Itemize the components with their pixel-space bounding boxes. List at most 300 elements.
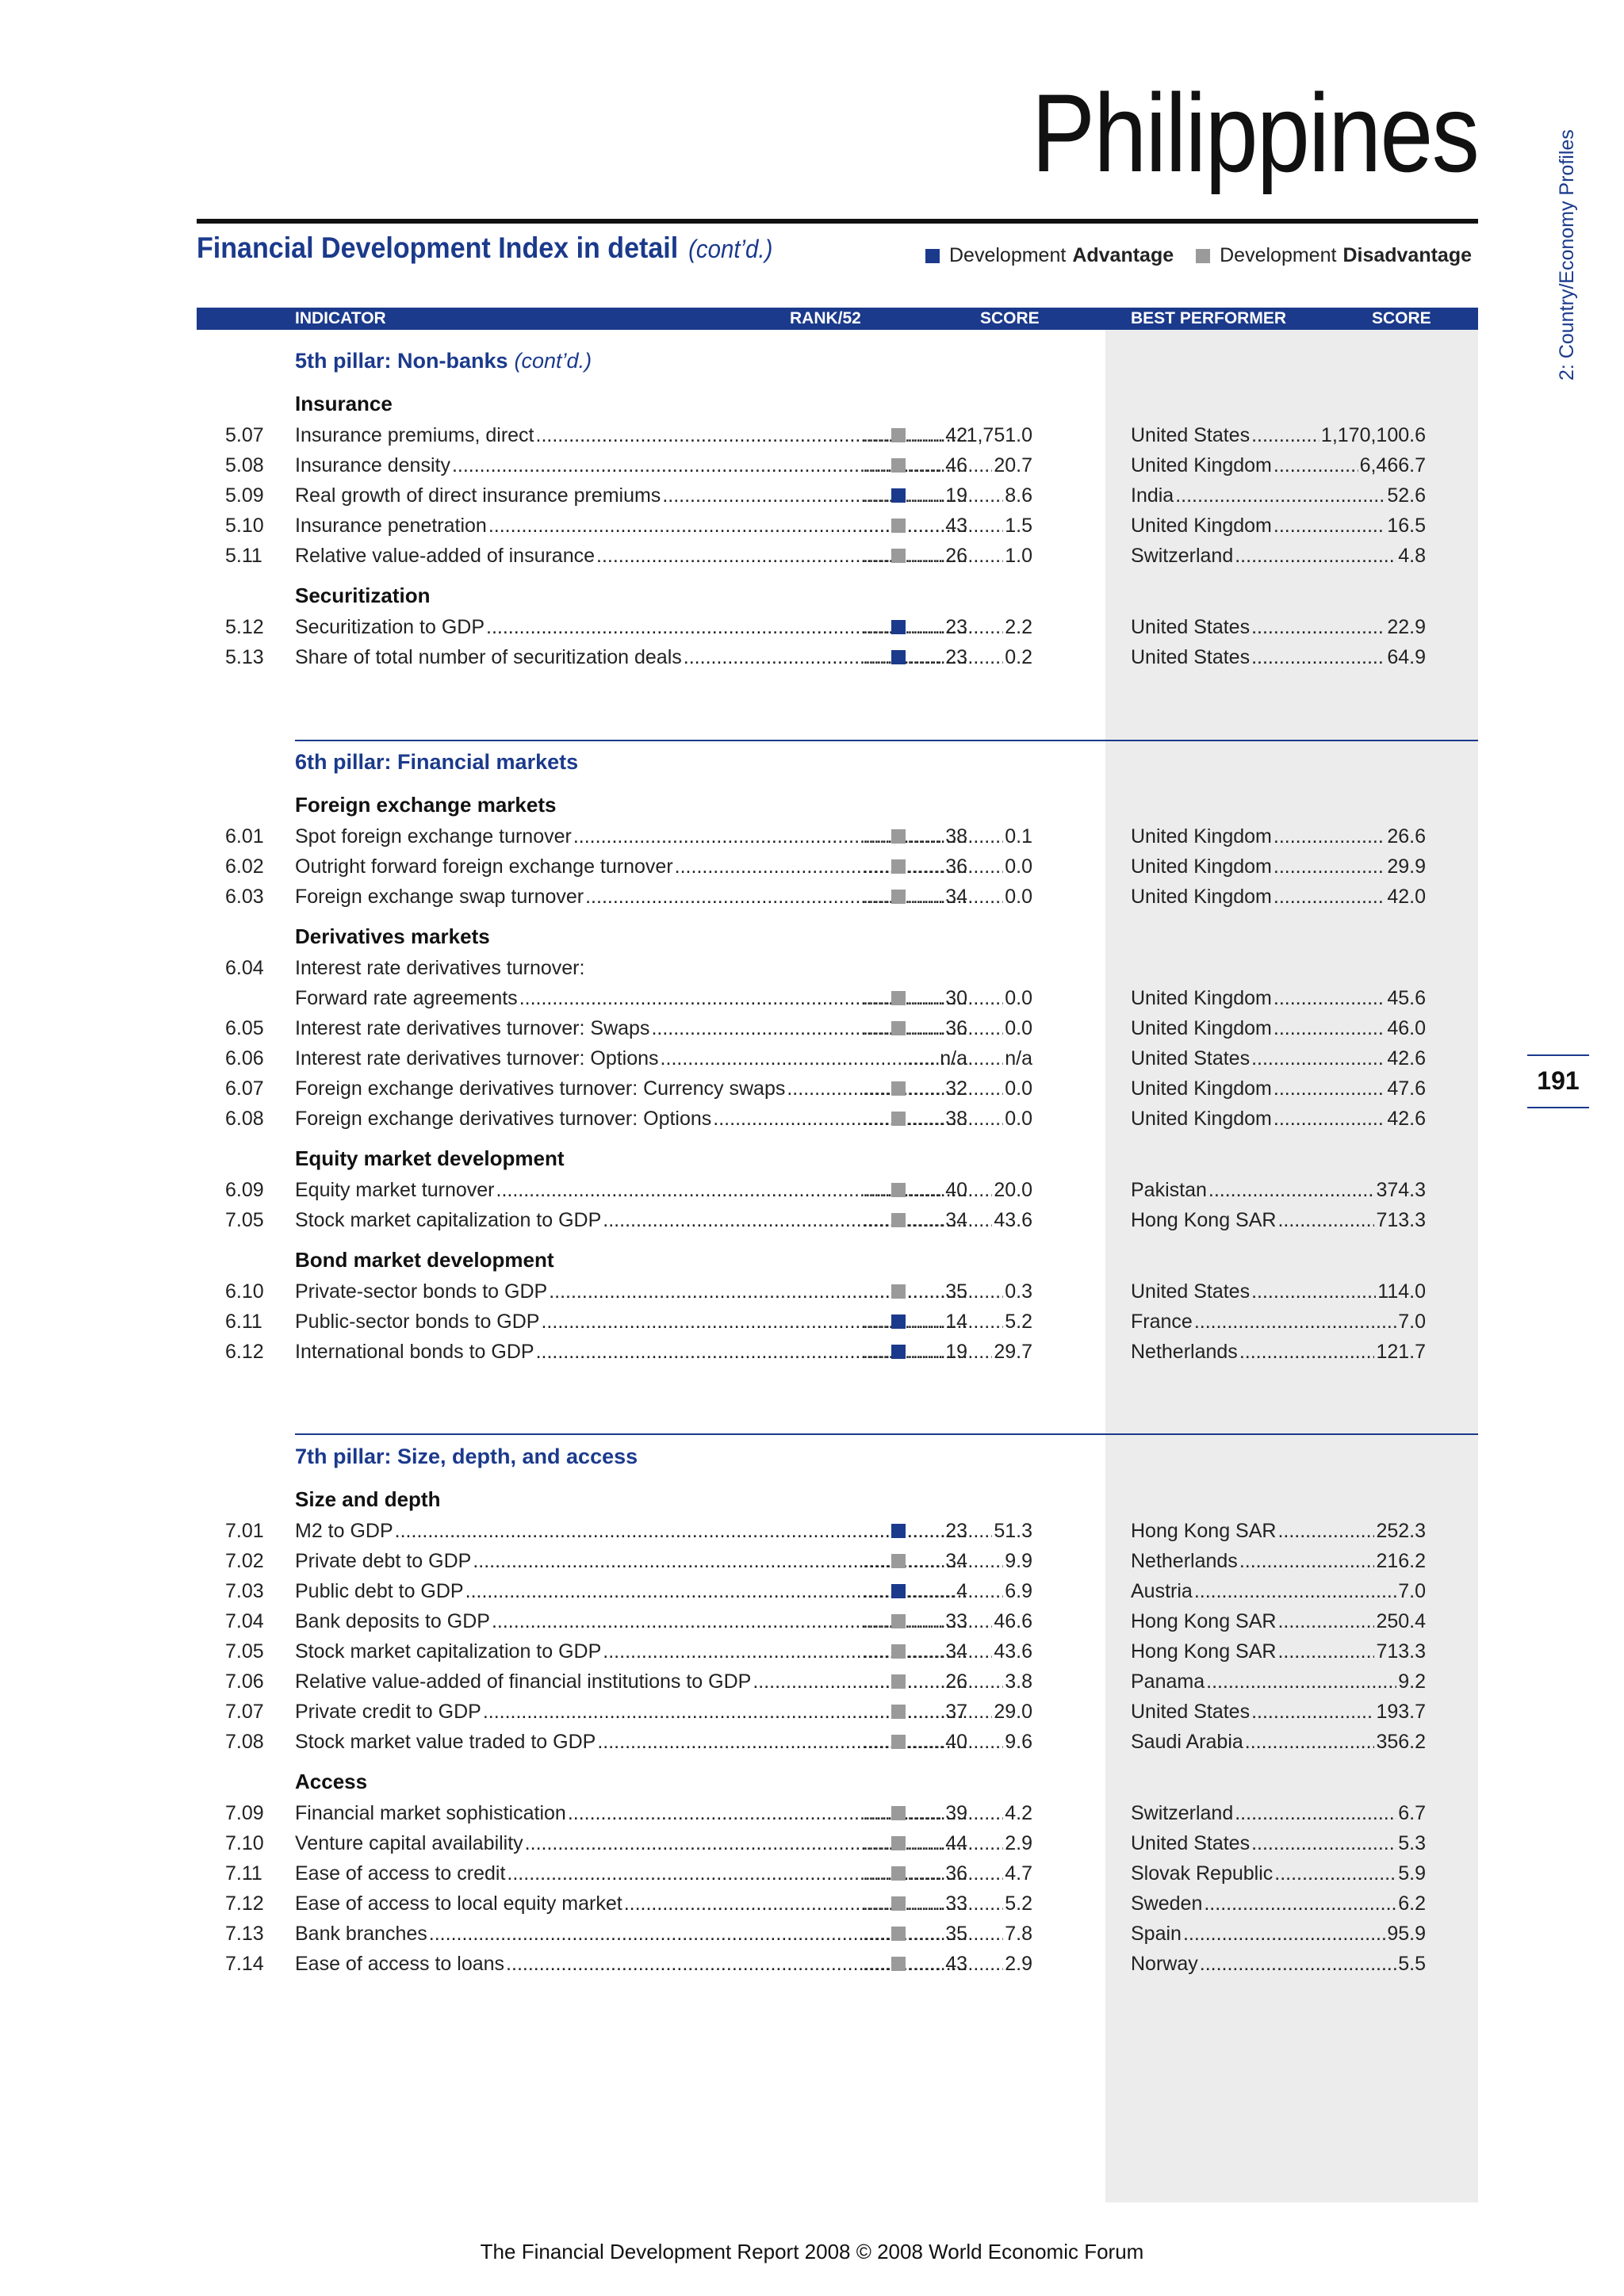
disadvantage-square-icon <box>891 1957 906 1971</box>
best-performer-name: United States <box>1131 1701 1251 1723</box>
indicator-label: Stock market capitalization to GDP <box>295 1636 603 1667</box>
leader-dots <box>1200 1949 1396 1979</box>
score-cell <box>907 882 1032 912</box>
leader-dots <box>1274 1104 1385 1134</box>
best-performer-name: Netherlands <box>1131 1550 1238 1572</box>
disadvantage-square-icon <box>891 1213 906 1227</box>
leader-dots <box>907 1636 992 1667</box>
indicator-rank: 36 <box>945 855 967 878</box>
leader-dots <box>907 1727 1003 1757</box>
score-cell <box>907 1949 1032 1979</box>
indicator-label: Relative value-added of financial institutions to GDP <box>295 1667 753 1697</box>
leader-dots <box>907 511 1003 541</box>
indicator-label: Foreign exchange derivatives turnover: Currency swaps <box>295 1073 787 1104</box>
best-performer-score: 16.5 <box>1387 515 1426 537</box>
best-performer-name: France <box>1131 1311 1193 1333</box>
leader-dots <box>863 1919 891 1949</box>
table-row <box>0 1828 1624 1858</box>
indicator-label: Interest rate derivatives turnover: <box>295 953 586 983</box>
table-row <box>0 1307 1624 1337</box>
indicator-code: 5.07 <box>225 424 264 446</box>
section-title-text: Financial Development Index in detail <box>197 232 679 264</box>
disadvantage-square-icon <box>891 549 906 563</box>
indicator-label: Private debt to GDP <box>295 1546 473 1576</box>
indicator-code: 7.05 <box>225 1640 264 1663</box>
table-row <box>0 1919 1624 1949</box>
indicator-score: 20.0 <box>994 1179 1032 1201</box>
leader-dots <box>907 1576 1003 1606</box>
best-performer-score: 64.9 <box>1387 646 1426 668</box>
table-row <box>0 450 1624 480</box>
best-performer-name: Netherlands <box>1131 1341 1238 1363</box>
indicator-rank: 38 <box>945 825 967 848</box>
score-cell <box>907 1828 1032 1858</box>
best-performer-name: United States <box>1131 1047 1251 1070</box>
best-performer-name: United States <box>1131 424 1251 446</box>
indicator-label: Private-sector bonds to GDP <box>295 1276 549 1307</box>
best-performer-score: 713.3 <box>1376 1640 1426 1663</box>
disadvantage-square-icon <box>891 1806 906 1820</box>
header-best-performer: BEST PERFORMER <box>1131 309 1287 327</box>
best-performer-cell <box>1131 612 1426 642</box>
leader-dots <box>863 1013 891 1043</box>
best-performer-score: 7.0 <box>1398 1580 1426 1602</box>
table-row <box>0 1576 1624 1606</box>
table-row <box>0 1667 1624 1697</box>
leader-dots <box>1277 1606 1374 1636</box>
disadvantage-square-icon <box>891 1614 906 1628</box>
best-performer-score: 5.5 <box>1398 1953 1426 1975</box>
best-performer-name: United States <box>1131 1832 1251 1854</box>
best-performer-cell <box>1131 480 1426 511</box>
best-performer-score: 250.4 <box>1376 1610 1426 1632</box>
indicator-label: Public-sector bonds to GDP <box>295 1307 541 1337</box>
best-performer-name: Pakistan <box>1131 1179 1207 1201</box>
indicator-label: Securitization to GDP <box>295 612 486 642</box>
best-performer-score: 252.3 <box>1376 1520 1426 1542</box>
score-cell <box>907 1043 1032 1073</box>
indicator-code: 7.02 <box>225 1550 264 1572</box>
country-title: Philippines <box>1031 71 1478 195</box>
best-performer-score: 7.0 <box>1398 1311 1426 1333</box>
best-performer-score: 6,466.7 <box>1359 454 1426 476</box>
leader-dots <box>863 420 891 450</box>
indicator-code: 5.09 <box>225 484 264 507</box>
table-row <box>0 1858 1624 1888</box>
leader-dots <box>1208 1175 1375 1205</box>
table-row <box>0 851 1624 882</box>
indicator-code: 7.13 <box>225 1923 264 1945</box>
leader-dots <box>907 821 1003 851</box>
leader-dots <box>1274 882 1385 912</box>
table-row <box>0 541 1624 571</box>
indicator-code: 7.03 <box>225 1580 264 1602</box>
header-indicator: INDICATOR <box>295 309 386 327</box>
leader-dots <box>863 1576 891 1606</box>
table-row <box>0 1798 1624 1828</box>
table-row <box>0 1276 1624 1307</box>
pillar-title-text: 6th pillar: Financial markets <box>295 750 579 774</box>
indicator-rank: 40 <box>945 1731 967 1753</box>
group-title: Access <box>295 1770 368 1793</box>
disadvantage-square-icon <box>891 1836 906 1850</box>
leader-dots <box>907 1073 1003 1104</box>
indicator-label: Forward rate agreements <box>295 983 519 1013</box>
best-performer-cell <box>1131 420 1426 450</box>
table-row <box>0 1888 1624 1919</box>
indicator-label: M2 to GDP <box>295 1516 395 1546</box>
indicator-score: 1.5 <box>1005 515 1032 537</box>
best-performer-name: United Kingdom <box>1131 454 1272 476</box>
leader-dots <box>1251 1276 1376 1307</box>
leader-dots <box>907 541 1003 571</box>
best-performer-name: Hong Kong SAR <box>1131 1640 1277 1663</box>
indicator-code: 5.12 <box>225 616 264 638</box>
leader-dots <box>907 1858 1003 1888</box>
pillar-separator <box>295 740 1478 741</box>
indicator-rank: 33 <box>945 1610 967 1632</box>
leader-dots <box>907 1205 992 1235</box>
indicator-score: 2.2 <box>1005 616 1032 638</box>
indicator-score: 1.0 <box>1005 545 1032 567</box>
best-performer-score: 193.7 <box>1376 1701 1426 1723</box>
leader-dots <box>1235 541 1396 571</box>
leader-dots <box>1239 1337 1375 1367</box>
disadvantage-square-icon <box>891 890 906 904</box>
indicator-score: 0.0 <box>1005 987 1032 1009</box>
score-cell <box>907 1516 1032 1546</box>
indicator-rank: 19 <box>945 484 967 507</box>
score-cell <box>907 541 1032 571</box>
leader-dots <box>863 1546 891 1576</box>
best-performer-name: United Kingdom <box>1131 886 1272 908</box>
indicator-score: 43.6 <box>994 1640 1032 1663</box>
indicator-rank: 35 <box>945 1280 967 1303</box>
leader-dots <box>863 642 891 672</box>
score-cell <box>907 420 1032 450</box>
indicator-label: Insurance penetration <box>295 511 488 541</box>
leader-dots <box>1183 1919 1385 1949</box>
leader-dots <box>863 1606 891 1636</box>
group-title: Securitization <box>295 584 431 607</box>
indicator-rank: 34 <box>945 886 967 908</box>
indicator-score: 0.0 <box>1005 886 1032 908</box>
indicator-rank: 34 <box>945 1640 967 1663</box>
indicator-label: Financial market sophistication <box>295 1798 568 1828</box>
indicator-label: Share of total number of securitization deals <box>295 642 684 672</box>
table-row <box>0 612 1624 642</box>
score-cell <box>907 450 1032 480</box>
score-cell <box>907 1104 1032 1134</box>
best-performer-cell <box>1131 1104 1426 1134</box>
indicator-code: 7.06 <box>225 1670 264 1693</box>
leader-dots <box>863 1697 891 1727</box>
indicator-code: 7.10 <box>225 1832 264 1854</box>
disadvantage-square-icon <box>891 458 906 473</box>
table-header <box>197 308 1478 330</box>
legend-advantage <box>925 244 1174 267</box>
best-performer-name: United States <box>1131 616 1251 638</box>
best-performer-name: United States <box>1131 1280 1251 1303</box>
best-performer-score: 216.2 <box>1376 1550 1426 1572</box>
leader-dots <box>1277 1516 1374 1546</box>
leader-dots <box>863 1175 891 1205</box>
header-best-score: SCORE <box>1372 309 1431 327</box>
legend-advantage-prefix: Development <box>949 244 1067 266</box>
leader-dots <box>395 1516 944 1546</box>
indicator-code: 6.06 <box>225 1047 264 1070</box>
pillar-title-contd: (cont’d.) <box>514 349 592 373</box>
best-performer-score: 22.9 <box>1387 616 1426 638</box>
title-rule <box>197 219 1478 224</box>
leader-dots <box>863 612 891 642</box>
best-performer-cell <box>1131 983 1426 1013</box>
indicator-rank: n/a <box>940 1047 967 1070</box>
best-performer-score: 42.6 <box>1387 1108 1426 1130</box>
disadvantage-square-icon <box>891 1896 906 1911</box>
group-title: Derivatives markets <box>295 924 490 948</box>
indicator-rank: 19 <box>945 1341 967 1363</box>
leader-dots <box>863 851 891 882</box>
best-performer-score: 46.0 <box>1387 1017 1426 1039</box>
best-performer-score: 42.0 <box>1387 886 1426 908</box>
best-performer-cell <box>1131 450 1426 480</box>
leader-dots <box>863 1888 891 1919</box>
table-row <box>0 1546 1624 1576</box>
indicator-code: 7.14 <box>225 1953 264 1975</box>
leader-dots <box>907 1888 1003 1919</box>
indicator-score: 51.3 <box>994 1520 1032 1542</box>
best-performer-score: 9.2 <box>1398 1670 1426 1693</box>
leader-dots <box>907 1828 1003 1858</box>
indicator-rank: 43 <box>945 515 967 537</box>
indicator-code: 6.04 <box>225 957 264 979</box>
indicator-score: 0.0 <box>1005 1017 1032 1039</box>
best-performer-name: Panama <box>1131 1670 1205 1693</box>
indicator-score: 43.6 <box>994 1209 1032 1231</box>
leader-dots <box>907 1276 1003 1307</box>
best-performer-score: 713.3 <box>1376 1209 1426 1231</box>
indicator-cell <box>295 1043 967 1073</box>
leader-dots <box>1194 1576 1396 1606</box>
legend-disadvantage <box>1196 244 1472 267</box>
leader-dots <box>1251 420 1320 450</box>
best-performer-cell <box>1131 1546 1426 1576</box>
indicator-score: 0.3 <box>1005 1280 1032 1303</box>
leader-dots <box>907 1175 992 1205</box>
section-title <box>197 232 772 265</box>
best-performer-name: United Kingdom <box>1131 1077 1272 1100</box>
leader-dots <box>863 541 891 571</box>
best-performer-cell <box>1131 821 1426 851</box>
leader-dots <box>1274 851 1385 882</box>
group-title: Bond market development <box>295 1248 554 1272</box>
table-row <box>0 511 1624 541</box>
indicator-rank: 26 <box>945 1670 967 1693</box>
indicator-rank: 34 <box>945 1209 967 1231</box>
indicator-label: Real growth of direct insurance premiums <box>295 480 662 511</box>
leader-dots <box>863 1307 891 1337</box>
indicator-rank: 26 <box>945 545 967 567</box>
indicator-label: Foreign exchange swap turnover <box>295 882 585 912</box>
leader-dots <box>1274 1073 1385 1104</box>
leader-dots <box>1251 1043 1385 1073</box>
best-performer-cell <box>1131 1919 1426 1949</box>
leader-dots <box>907 983 1003 1013</box>
score-cell <box>907 983 1032 1013</box>
indicator-rank: 40 <box>945 1179 967 1201</box>
leader-dots <box>1274 1858 1396 1888</box>
indicator-code: 7.04 <box>225 1610 264 1632</box>
indicator-code: 6.07 <box>225 1077 264 1100</box>
best-performer-cell <box>1131 511 1426 541</box>
best-performer-score: 52.6 <box>1387 484 1426 507</box>
leader-dots <box>863 1073 891 1104</box>
score-cell <box>907 1546 1032 1576</box>
indicator-label: Insurance density <box>295 450 452 480</box>
leader-dots <box>863 1667 891 1697</box>
best-performer-cell <box>1131 1073 1426 1104</box>
best-performer-name: Hong Kong SAR <box>1131 1520 1277 1542</box>
best-performer-cell <box>1131 1516 1426 1546</box>
indicator-label: Relative value-added of insurance <box>295 541 596 571</box>
table-row <box>0 1205 1624 1235</box>
best-performer-name: Switzerland <box>1131 1802 1234 1824</box>
indicator-code: 5.11 <box>225 545 262 567</box>
best-performer-name: Switzerland <box>1131 545 1234 567</box>
best-performer-score: 45.6 <box>1387 987 1426 1009</box>
score-cell <box>907 821 1032 851</box>
score-cell <box>907 1888 1032 1919</box>
score-cell <box>907 1175 1032 1205</box>
indicator-label: Ease of access to loans <box>295 1949 506 1979</box>
best-performer-name: Spain <box>1131 1923 1182 1945</box>
pillar-separator <box>295 1433 1478 1435</box>
advantage-square-icon <box>891 1345 906 1359</box>
score-cell <box>907 1697 1032 1727</box>
leader-dots <box>907 1307 1003 1337</box>
table-row <box>0 1073 1624 1104</box>
indicator-label: Public debt to GDP <box>295 1576 465 1606</box>
leader-dots <box>863 983 891 1013</box>
indicator-score: n/a <box>1005 1047 1032 1070</box>
disadvantage-square-icon <box>891 859 906 874</box>
indicator-code: 6.09 <box>225 1179 264 1201</box>
indicator-code: 5.13 <box>225 646 264 668</box>
leader-dots <box>863 1798 891 1828</box>
score-cell <box>907 1276 1032 1307</box>
best-performer-cell <box>1131 1307 1426 1337</box>
leader-dots <box>1204 1888 1396 1919</box>
best-performer-cell <box>1131 541 1426 571</box>
indicator-rank: 38 <box>945 1108 967 1130</box>
best-performer-name: Saudi Arabia <box>1131 1731 1243 1753</box>
table-row <box>0 953 1624 983</box>
legend <box>925 244 1472 267</box>
indicator-code: 6.11 <box>225 1311 262 1333</box>
disadvantage-square-icon <box>891 519 906 533</box>
advantage-square-icon <box>891 1314 906 1329</box>
disadvantage-square-icon <box>891 1284 906 1299</box>
best-performer-name: Slovak Republic <box>1131 1862 1274 1885</box>
indicator-code: 7.07 <box>225 1701 264 1723</box>
indicator-score: 4.2 <box>1005 1802 1032 1824</box>
best-performer-score: 356.2 <box>1376 1731 1426 1753</box>
table-row <box>0 1697 1624 1727</box>
best-performer-cell <box>1131 642 1426 672</box>
table-row <box>0 420 1624 450</box>
disadvantage-square-icon <box>891 1021 906 1035</box>
leader-dots <box>1277 1205 1374 1235</box>
best-performer-name: United States <box>1131 646 1251 668</box>
indicator-label: International bonds to GDP <box>295 1337 536 1367</box>
table-row <box>0 1636 1624 1667</box>
leader-dots <box>907 642 1003 672</box>
best-performer-score: 1,170,100.6 <box>1320 424 1426 446</box>
best-performer-score: 26.6 <box>1387 825 1426 848</box>
indicator-code: 5.08 <box>225 454 264 476</box>
header-score: SCORE <box>980 309 1040 327</box>
leader-dots <box>907 1697 992 1727</box>
disadvantage-square-icon <box>891 1183 906 1197</box>
leader-dots <box>1251 642 1385 672</box>
table-row <box>0 1043 1624 1073</box>
best-performer-score: 42.6 <box>1387 1047 1426 1070</box>
disadvantage-square-icon <box>891 1081 906 1096</box>
indicator-score: 8.6 <box>1005 484 1032 507</box>
indicator-score: 46.6 <box>994 1610 1032 1632</box>
indicator-score: 4.7 <box>1005 1862 1032 1885</box>
leader-dots <box>907 1919 1003 1949</box>
indicator-code: 6.12 <box>225 1341 264 1363</box>
leader-dots <box>863 1276 891 1307</box>
score-cell <box>907 1013 1032 1043</box>
best-performer-score: 5.9 <box>1398 1862 1426 1885</box>
best-performer-score: 6.7 <box>1398 1802 1426 1824</box>
advantage-square-icon <box>891 1584 906 1598</box>
disadvantage-square-icon <box>1196 249 1210 263</box>
leader-dots <box>863 450 891 480</box>
best-performer-score: 374.3 <box>1376 1179 1426 1201</box>
indicator-rank: 43 <box>945 1953 967 1975</box>
best-performer-cell <box>1131 1667 1426 1697</box>
disadvantage-square-icon <box>891 991 906 1005</box>
indicator-label: Ease of access to local equity market <box>295 1888 624 1919</box>
best-performer-cell <box>1131 1697 1426 1727</box>
indicator-score: 29.0 <box>994 1701 1032 1723</box>
best-performer-cell <box>1131 1949 1426 1979</box>
indicator-score: 3.8 <box>1005 1670 1032 1693</box>
indicator-code: 7.12 <box>225 1892 264 1915</box>
indicator-label: Outright forward foreign exchange turnover <box>295 851 675 882</box>
indicator-score: 0.2 <box>1005 646 1032 668</box>
leader-dots <box>1251 1697 1374 1727</box>
disadvantage-square-icon <box>891 1705 906 1719</box>
indicator-label: Interest rate derivatives turnover: Options <box>295 1043 661 1073</box>
score-cell <box>907 1337 1032 1367</box>
best-performer-name: Hong Kong SAR <box>1131 1209 1277 1231</box>
advantage-square-icon <box>891 650 906 664</box>
leader-dots <box>907 1798 1003 1828</box>
advantage-square-icon <box>891 1524 906 1538</box>
best-performer-cell <box>1131 851 1426 882</box>
pillar-title <box>295 750 578 775</box>
leader-dots <box>907 420 965 450</box>
leader-dots <box>863 1828 891 1858</box>
leader-dots <box>1274 450 1358 480</box>
disadvantage-square-icon <box>891 1554 906 1568</box>
leader-dots <box>907 480 1003 511</box>
